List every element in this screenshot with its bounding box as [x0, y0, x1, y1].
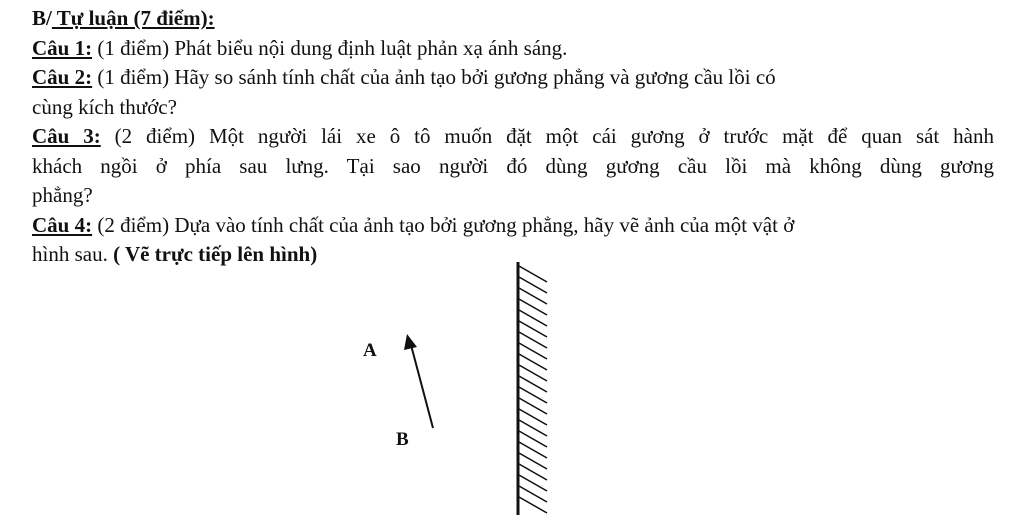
question-4-line-2: [32, 240, 994, 270]
hatch-mark: [519, 497, 547, 513]
question-2-text-line-2: cùng kích thước?: [32, 94, 177, 119]
section-title: Tự luận (7 điểm):: [51, 6, 215, 30]
hatch-mark: [519, 442, 547, 458]
object-arrowhead-a: [404, 334, 417, 350]
point-a-label: A: [363, 340, 377, 361]
hatch-mark: [519, 277, 547, 293]
question-3-text-line-2: khách ngồi ở phía sau lưng. Tại sao người đó dùng gương cầu lồi mà không dùng gương: [32, 153, 994, 178]
hatch-mark: [519, 354, 547, 370]
point-b-label: B: [396, 429, 409, 450]
question-3-text-line-3: phẳng?: [32, 183, 93, 207]
question-4-text-line-2: hình sau.: [32, 242, 114, 266]
question-1-label: Câu 1:: [32, 35, 93, 60]
hatch-mark: [519, 398, 547, 414]
hatch-mark: [519, 387, 547, 403]
question-1-text: (1 điểm) Phát biểu nội dung định luật phản xạ ánh sáng.: [92, 35, 568, 60]
hatch-mark: [519, 420, 547, 436]
worksheet-document: [32, 4, 994, 270]
hatch-mark: [519, 343, 547, 359]
hatch-mark: [519, 310, 547, 326]
hatch-mark: [519, 365, 547, 381]
mirror-hatching: [519, 266, 547, 513]
object-ab-arrow-shaft: [411, 345, 433, 428]
hatch-mark: [519, 464, 547, 480]
hatch-mark: [519, 486, 547, 502]
hatch-mark: [519, 453, 547, 469]
question-3: [32, 122, 994, 152]
question-2-label: Câu 2:: [32, 65, 93, 89]
question-1: [32, 34, 994, 64]
question-3-label: Câu 3:: [32, 124, 101, 148]
hatch-mark: [519, 431, 547, 447]
question-4-instruction: ( Vẽ trực tiếp lên hình): [113, 242, 318, 266]
question-4-text-line-1: (2 điểm) Dựa vào tính chất của ảnh tạo bởi gương phẳng, hãy vẽ ảnh của một vật ở: [92, 212, 795, 237]
hatch-mark: [519, 475, 547, 491]
question-2-text-line-1: (1 điểm) Hãy so sánh tính chất của ảnh tạo bởi gương phẳng và gương cầu lồi có: [92, 65, 776, 89]
hatch-mark: [519, 332, 547, 348]
question-4: [32, 211, 994, 241]
section-prefix: B/: [32, 6, 52, 30]
hatch-mark: [519, 288, 547, 304]
question-2: [32, 63, 994, 93]
hatch-mark: [519, 321, 547, 337]
hatch-mark: [519, 409, 547, 425]
question-4-label: Câu 4:: [32, 212, 93, 237]
hatch-mark: [519, 376, 547, 392]
hatch-mark: [519, 299, 547, 315]
question-3-text-line-1: (2 điểm) Một người lái xe ô tô muốn đặt một cái gương ở trước mặt để quan sát hành: [100, 124, 994, 148]
section-heading: [32, 4, 994, 34]
